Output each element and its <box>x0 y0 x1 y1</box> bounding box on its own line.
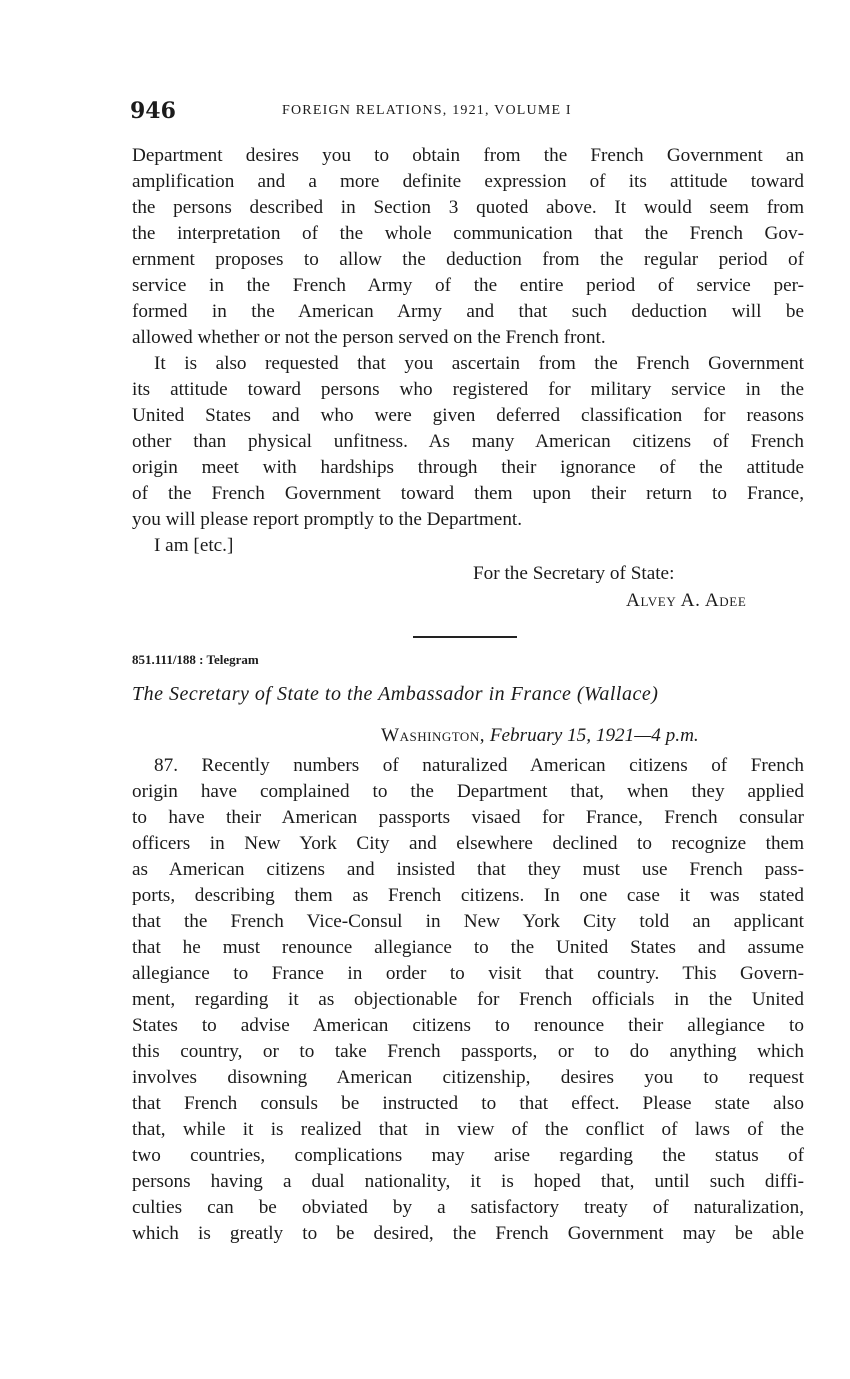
text-line: other than physical unfitness. As many American citizens of French <box>132 431 804 452</box>
dateline-date: February 15, 1921—4 p.m. <box>489 725 699 746</box>
text-line: allowed whether or not the person served on the French front. <box>132 327 606 348</box>
text-line: that, while it is realized that in view of the conflict of laws of the <box>132 1119 804 1140</box>
text-line: service in the French Army of the entire period of service per- <box>132 275 804 296</box>
signature-line: For the Secretary of State: <box>473 563 675 584</box>
signature-name: Alvey A. Adee <box>626 590 747 611</box>
text-line: of the French Government toward them upon their return to France, <box>132 483 804 504</box>
text-line: this country, or to take French passports, or to do anything which <box>132 1041 804 1062</box>
text-line: that French consuls be instructed to that effect. Please state also <box>132 1093 804 1114</box>
page-number: 946 <box>130 98 176 124</box>
continuation-paragraph <box>132 143 804 351</box>
text-line: persons having a dual nationality, it is hoped that, until such diffi- <box>132 1171 804 1192</box>
text-line: origin meet with hardships through their ignorance of the attitude <box>132 457 804 478</box>
dateline <box>381 725 699 747</box>
text-line: amplification and a more definite expression of its attitude toward <box>132 171 804 192</box>
text-line: ports, describing them as French citizens. In one case it was stated <box>132 885 804 906</box>
text-line: you will please report promptly to the Department. <box>132 509 523 530</box>
text-line: allegiance to France in order to visit that country. This Govern- <box>132 963 804 984</box>
page-header <box>130 98 808 128</box>
closing-line: I am [etc.] <box>154 535 234 556</box>
dateline-place: Washington, <box>381 725 486 746</box>
running-head: FOREIGN RELATIONS, 1921, VOLUME I <box>282 103 572 118</box>
text-line: its attitude toward persons who registered for military service in the <box>132 379 804 400</box>
text-line: formed in the American Army and that such deduction will be <box>132 301 804 322</box>
text-line: to have their American passports visaed for France, French consular <box>132 807 804 828</box>
file-reference: 851.111/188 : Telegram <box>132 652 259 667</box>
text-line: origin have complained to the Department that, when they applied <box>132 781 804 802</box>
section-divider <box>413 636 517 638</box>
telegram-body <box>132 753 804 1247</box>
text-line: which is greatly to be desired, the French Government may be able <box>132 1223 804 1244</box>
text-line: It is also requested that you ascertain from the French Government <box>154 353 804 374</box>
text-line: ment, regarding it as objectionable for French officials in the United <box>132 989 804 1010</box>
text-line: two countries, complications may arise regarding the status of <box>132 1145 804 1166</box>
request-paragraph <box>132 351 804 559</box>
text-line: States to advise American citizens to renounce their allegiance to <box>132 1015 804 1036</box>
text-line: involves disowning American citizenship, desires you to request <box>132 1067 804 1088</box>
title-text: The Secretary of State to the Ambassador in France <box>132 683 577 705</box>
text-line: that the French Vice-Consul in New York City told an applicant <box>132 911 804 932</box>
text-line: the interpretation of the whole communication that the French Gov- <box>132 223 804 244</box>
title-name: (Wallace) <box>576 683 659 705</box>
text-line: that he must renounce allegiance to the United States and assume <box>132 937 804 958</box>
text-line: as American citizens and insisted that they must use French pass- <box>132 859 804 880</box>
text-line: United States and who were given deferred classification for reasons <box>132 405 804 426</box>
text-line: ernment proposes to allow the deduction from the regular period of <box>132 249 804 270</box>
text-line: 87. Recently numbers of naturalized American citizens of French <box>154 755 804 776</box>
text-line: the persons described in Section 3 quoted above. It would seem from <box>132 197 804 218</box>
text-line: culties can be obviated by a satisfactory treaty of naturalization, <box>132 1197 804 1218</box>
document-title <box>132 683 804 706</box>
text-line: officers in New York City and elsewhere declined to recognize them <box>132 833 804 854</box>
text-line: Department desires you to obtain from the French Government an <box>132 145 804 166</box>
